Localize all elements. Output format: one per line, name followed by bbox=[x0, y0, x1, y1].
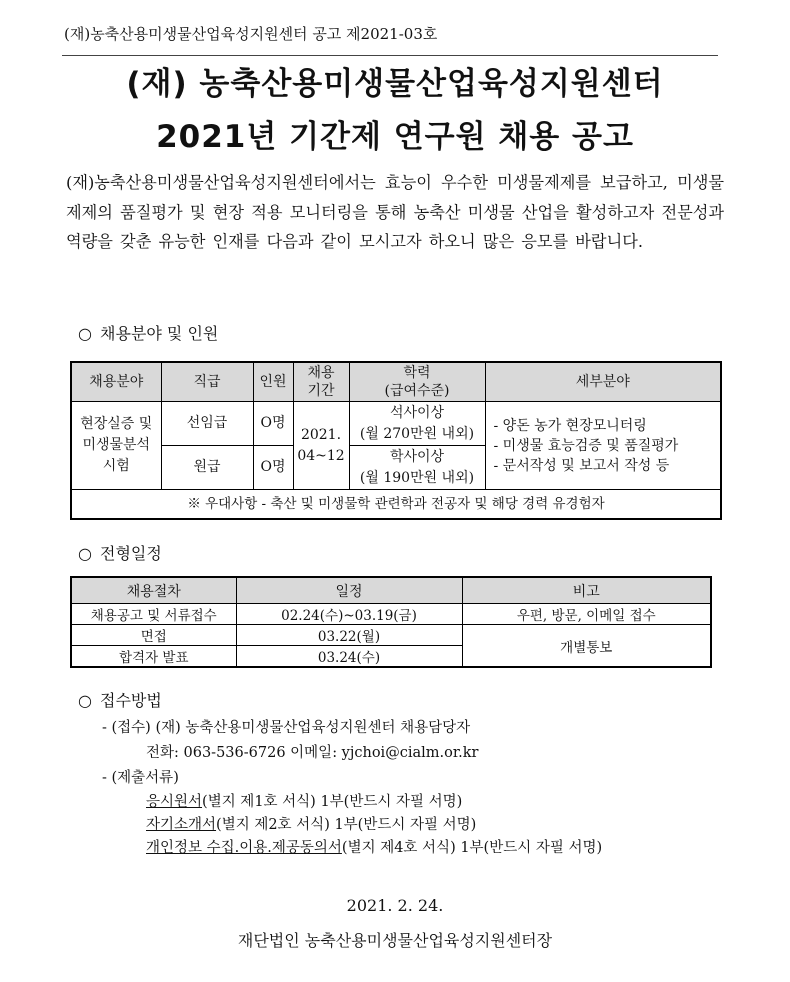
receipt-line: - (접수) (재) 농축산용미생물산업육성지원센터 채용담당자 bbox=[102, 720, 471, 736]
signature: 재단법인 농축산용미생물산업육성지원센터장 bbox=[237, 931, 553, 950]
table-header-row bbox=[71, 577, 711, 604]
circle-bullet-icon: ○ bbox=[78, 691, 92, 710]
section-title: 접수방법 bbox=[100, 691, 162, 710]
header-period bbox=[293, 362, 349, 402]
header-count: 인원 bbox=[253, 362, 293, 402]
education-line2: (월 190만원 내외) bbox=[359, 469, 475, 486]
header-schedule: 일정 bbox=[236, 577, 462, 604]
note-cell: 우편, 방문, 이메일 접수 bbox=[462, 604, 711, 625]
education-cell bbox=[349, 446, 485, 490]
education-line1: 학사이상 bbox=[389, 448, 445, 465]
header-step: 채용절차 bbox=[71, 577, 236, 604]
grade-cell: 선임급 bbox=[161, 402, 253, 446]
field-cell bbox=[71, 402, 161, 490]
education-line2: (월 270만원 내외) bbox=[359, 425, 475, 442]
intro-paragraph: (재)농축산용미생물산업육성지원센터에서는 효능이 우수한 미생물제제를 보급하고, 미생물제제의 품질평가 및 현장 적용 모니터링을 통해 농축산 미생물 산업을 활성하고자 전문성과 역량을 갖춘 유능한 인재를 다음과 같이 모시고자 하오니 많은 응모를 바랍니다. bbox=[66, 173, 724, 251]
step-cell: 합격자 발표 bbox=[71, 646, 236, 668]
field-line2: 미생물분석 bbox=[82, 437, 151, 453]
note-cell: 개별통보 bbox=[462, 625, 711, 668]
schedule-cell: 03.22(월) bbox=[236, 625, 462, 646]
table-row bbox=[71, 604, 711, 625]
section-title: 전형일정 bbox=[100, 544, 162, 563]
detail-cell bbox=[485, 402, 721, 490]
preference-cell: ※ 우대사항 - 축산 및 미생물학 관련학과 전공자 및 해당 경력 유경험자 bbox=[71, 490, 721, 520]
document-desc: (별지 제4호 서식) 1부(반드시 자필 서명) bbox=[341, 840, 603, 856]
period-line2: 04~12 bbox=[297, 447, 345, 464]
header-note: 비고 bbox=[462, 577, 711, 604]
section-title: 채용분야 및 인원 bbox=[100, 324, 219, 343]
header-education-line1: 학력 bbox=[403, 365, 431, 381]
document-name: 응시원서 bbox=[146, 794, 203, 810]
header-field: 채용분야 bbox=[71, 362, 161, 402]
header-divider bbox=[62, 55, 718, 56]
recruit-table bbox=[70, 361, 722, 520]
field-line3: 시험 bbox=[102, 458, 130, 474]
section-application-heading bbox=[78, 688, 162, 711]
document-name: 자기소개서 bbox=[146, 817, 217, 833]
step-cell: 면접 bbox=[71, 625, 236, 646]
header-education bbox=[349, 362, 485, 402]
education-line1: 석사이상 bbox=[389, 404, 445, 421]
count-cell: O명 bbox=[253, 402, 293, 446]
period-cell bbox=[293, 402, 349, 490]
header-education-line2: (급여수준) bbox=[384, 383, 450, 399]
document-item bbox=[146, 813, 476, 834]
schedule-cell: 03.24(수) bbox=[236, 646, 462, 668]
detail-item: - 미생물 효능검증 및 품질평가 bbox=[493, 437, 679, 454]
circle-bullet-icon: ○ bbox=[78, 544, 92, 563]
table-header-row bbox=[71, 362, 721, 402]
grade-cell: 원급 bbox=[161, 446, 253, 490]
preference-row bbox=[71, 490, 721, 520]
notice-date: 2021. 2. 24. bbox=[346, 896, 444, 915]
header-period-line1: 채용 bbox=[307, 365, 335, 381]
document-desc: (별지 제2호 서식) 1부(반드시 자필 서명) bbox=[216, 817, 477, 833]
step-cell: 채용공고 및 서류접수 bbox=[71, 604, 236, 625]
page-subtitle: 2021년 기간제 연구원 채용 공고 bbox=[156, 119, 634, 155]
document-item bbox=[146, 790, 462, 811]
notice-number: (재)농축산용미생물산업육성지원센터 공고 제2021-03호 bbox=[64, 25, 438, 43]
section-recruit-heading bbox=[78, 321, 218, 344]
education-cell bbox=[349, 402, 485, 446]
header-detail: 세부분야 bbox=[485, 362, 721, 402]
section-schedule-heading bbox=[78, 541, 162, 564]
header-grade: 직급 bbox=[161, 362, 253, 402]
page-title: (재) 농축산용미생물산업육성지원센터 bbox=[126, 66, 664, 102]
detail-item: - 문서작성 및 보고서 작성 등 bbox=[493, 457, 670, 474]
schedule-table bbox=[70, 576, 712, 668]
contact-line: 전화: 063-536-6726 이메일: yjchoi@cialm.or.kr bbox=[146, 745, 479, 761]
table-row bbox=[71, 402, 721, 446]
documents-label: - (제출서류) bbox=[102, 770, 179, 786]
count-cell: O명 bbox=[253, 446, 293, 490]
field-line1: 현장실증 및 bbox=[80, 416, 153, 432]
table-row bbox=[71, 625, 711, 646]
detail-item: - 양돈 농가 현장모니터링 bbox=[493, 417, 647, 434]
header-period-line2: 기간 bbox=[307, 383, 335, 399]
circle-bullet-icon: ○ bbox=[78, 324, 92, 343]
document-name: 개인정보 수집.이용.제공동의서 bbox=[146, 840, 342, 856]
document-desc: (별지 제1호 서식) 1부(반드시 자필 서명) bbox=[202, 794, 463, 810]
document-item bbox=[146, 836, 602, 857]
schedule-cell: 02.24(수)~03.19(금) bbox=[236, 604, 462, 625]
period-line1: 2021. bbox=[300, 426, 342, 443]
